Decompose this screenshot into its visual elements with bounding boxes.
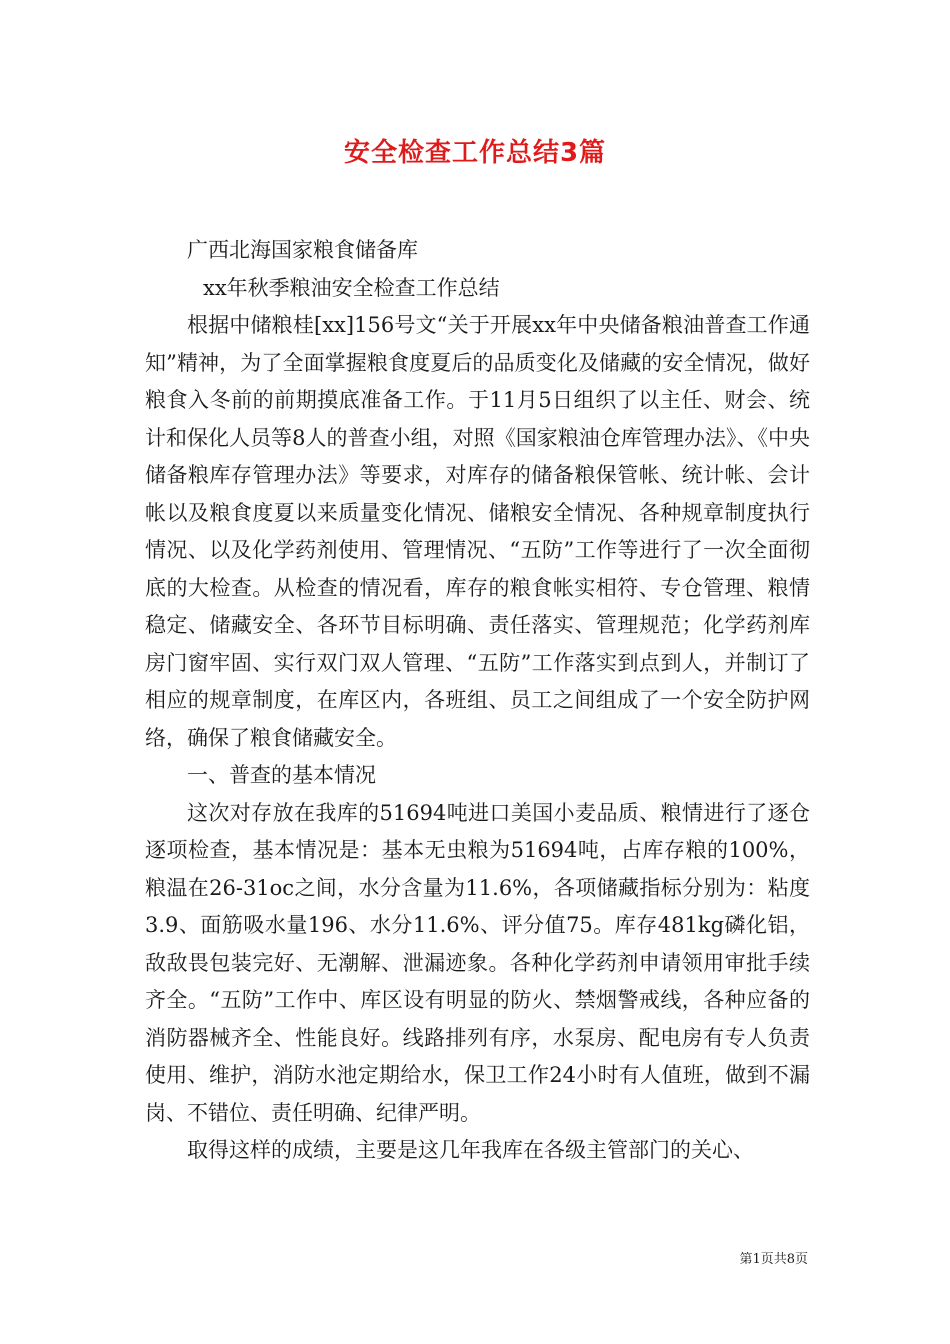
subtitle-line: xx年秋季粮油安全检查工作总结	[203, 275, 500, 300]
paragraph: 取得这样的成绩，主要是这几年我库在各级主管部门的关心、	[187, 1138, 754, 1162]
document-body	[145, 232, 810, 1170]
section-heading: 一、普查的基本情况	[187, 763, 376, 787]
document-title: 安全检查工作总结3篇	[343, 138, 607, 168]
org-line: 广西北海国家粮食储备库	[187, 238, 418, 262]
page-number: 第1页共8页	[739, 1252, 808, 1267]
paragraph: 这次对存放在我库的51694吨进口美国小麦品质、粮情进行了逐仓逐项检查，基本情况是：基本无虫粮为51694吨，占库存粮的100%，粮温在26-31oc之间，水分含量为11.6%，各项储藏指标分别为：粘度3.9、面筋吸水量196、水分11.6%、评分值75。库存481kg磷化铝，敌敌畏包装完好、无潮解、泄漏迹象。各种化学药剂申请领用审批手续齐全。“五防”工作中、库区设有明显的防火、禁烟警戒线，各种应备的消防器械齐全、性能良好。线路排列有序，水泵房、配电房有专人负责使用、维护，消防水池定期给水，保卫工作24小时有人值班，做到不漏岗、不错位、责任明确、纪律严明。	[145, 800, 810, 1125]
paragraph: 根据中储粮桂[xx]156号文“关于开展xx年中央储备粮油普查工作通知”精神，为了全面掌握粮食度夏后的品质变化及储藏的安全情况，做好粮食入冬前的前期摸底准备工作。于11月5日组织了以主任、财会、统计和保化人员等8人的普查小组，对照《国家粮油仓库管理办法》、《中央储备粮库存管理办法》等要求，对库存的储备粮保管帐、统计帐、会计帐以及粮食度夏以来质量变化情况、储粮安全情况、各种规章制度执行情况、以及化学药剂使用、管理情况、“五防”工作等进行了一次全面彻底的大检查。从检查的情况看，库存的粮食帐实相符、专仓管理、粮情稳定、储藏安全、各环节目标明确、责任落实、管理规范；化学药剂库房门窗牢固、实行双门双人管理、“五防”工作落实到点到人，并制订了相应的规章制度，在库区内，各班组、员工之间组成了一个安全防护网络，确保了粮食储藏安全。	[145, 313, 810, 750]
